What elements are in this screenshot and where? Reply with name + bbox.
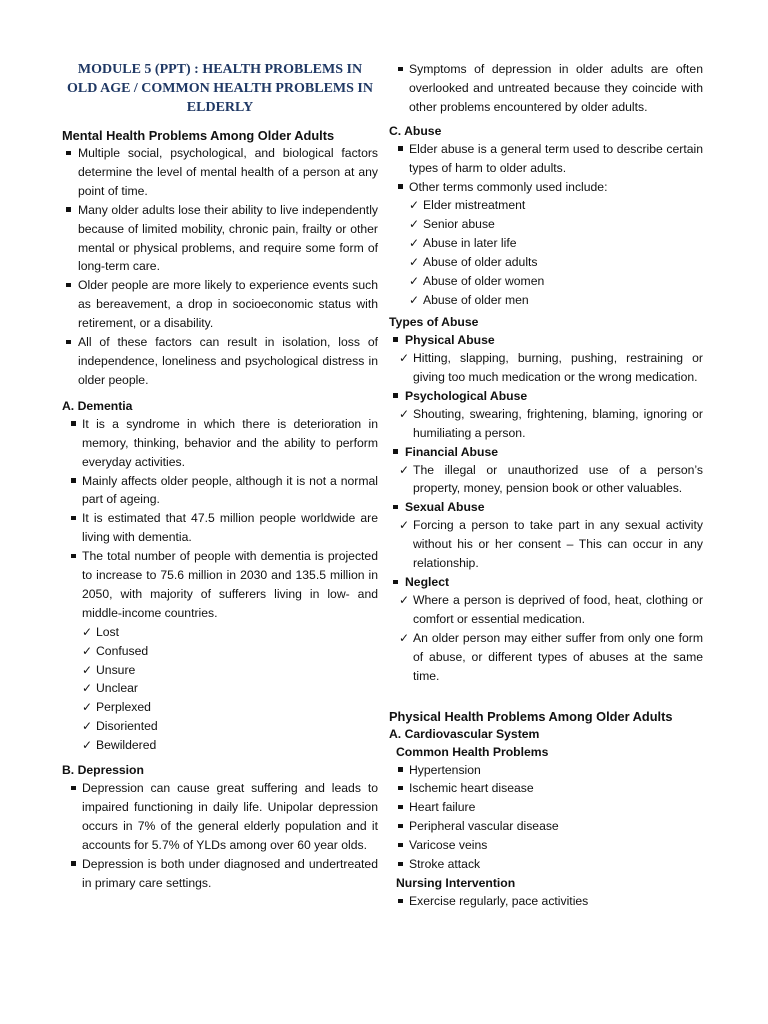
abuse-terms-checklist bbox=[409, 196, 703, 309]
list-item: Varicose veins bbox=[389, 836, 703, 855]
types-of-abuse-heading: Types of Abuse bbox=[389, 314, 479, 329]
check-item: ✓ Disoriented bbox=[82, 717, 378, 736]
right-column bbox=[389, 0, 703, 911]
depression-list-continued bbox=[389, 60, 703, 117]
depression-list bbox=[62, 779, 378, 892]
list-item: Depression is both under diagnosed and undertreated in primary care settings. bbox=[62, 855, 378, 893]
abuse-type-label: Physical Abuse bbox=[389, 331, 703, 349]
page-title: MODULE 5 (PPT) : HEALTH PROBLEMS IN OLD AGE / COMMON HEALTH PROBLEMS IN ELDERLY bbox=[67, 62, 373, 115]
nursing-intervention-list bbox=[389, 892, 703, 911]
common-problems-list bbox=[389, 761, 703, 874]
depression-heading: B. Depression bbox=[62, 763, 144, 778]
check-item: ✓ Abuse of older adults bbox=[409, 253, 703, 272]
abuse-type-checklist bbox=[399, 405, 703, 443]
list-item: Many older adults lose their ability to live independently because of limited mobility, chronic pain, frailty or other mental or physical problems, and require some form of long-term care. bbox=[62, 201, 378, 277]
check-item: ✓ Senior abuse bbox=[409, 215, 703, 234]
physical-health-heading: Physical Health Problems Among Older Adults bbox=[389, 708, 673, 724]
cardiovascular-heading: A. Cardiovascular System bbox=[389, 726, 540, 741]
abuse-type-physical bbox=[389, 331, 703, 349]
list-item: Ischemic heart disease bbox=[389, 779, 703, 798]
check-item: ✓ An older person may either suffer from only one form of abuse, or different types of abuses at the same time. bbox=[399, 629, 703, 686]
check-item: ✓ Abuse of older men bbox=[409, 291, 703, 310]
abuse-type-label: Neglect bbox=[389, 573, 703, 591]
list-item: Elder abuse is a general term used to describe certain types of harm to older adults. bbox=[389, 140, 703, 178]
common-problems-heading: Common Health Problems bbox=[396, 744, 549, 759]
check-item: ✓ Unclear bbox=[82, 679, 378, 698]
list-item: Peripheral vascular disease bbox=[389, 817, 703, 836]
check-item: ✓ Hitting, slapping, burning, pushing, restraining or giving too much medication or the wrong medication. bbox=[399, 349, 703, 387]
list-item: Stroke attack bbox=[389, 855, 703, 874]
check-item: ✓ Lost bbox=[82, 623, 378, 642]
list-item: Hypertension bbox=[389, 761, 703, 780]
abuse-type-checklist bbox=[399, 591, 703, 686]
list-item: Other terms commonly used include: bbox=[389, 178, 703, 197]
list-item: The total number of people with dementia is projected to increase to 75.6 million in 2030 and 135.5 million in 2050, with majority of sufferers living in low- and middle-income countries. bbox=[62, 547, 378, 623]
list-item: Mainly affects older people, although it is not a normal part of ageing. bbox=[62, 472, 378, 510]
abuse-type-label: Sexual Abuse bbox=[389, 498, 703, 516]
check-item: ✓ Perplexed bbox=[82, 698, 378, 717]
abuse-type-psychological bbox=[389, 387, 703, 405]
abuse-type-checklist bbox=[399, 516, 703, 573]
nursing-intervention-heading: Nursing Intervention bbox=[396, 876, 516, 890]
list-item: It is estimated that 47.5 million people worldwide are living with dementia. bbox=[62, 509, 378, 547]
check-item: ✓ Unsure bbox=[82, 661, 378, 680]
check-item: ✓ Shouting, swearing, frightening, blaming, ignoring or humiliating a person. bbox=[399, 405, 703, 443]
abuse-type-sexual bbox=[389, 498, 703, 516]
check-item: ✓ Bewildered bbox=[82, 736, 378, 755]
abuse-heading: C. Abuse bbox=[389, 123, 442, 138]
check-item: ✓ The illegal or unauthorized use of a person’s property, money, pension book or other valuables. bbox=[399, 461, 703, 499]
check-item: ✓ Where a person is deprived of food, heat, clothing or comfort or essential medication. bbox=[399, 591, 703, 629]
list-item: Depression can cause great suffering and leads to impaired functioning in daily life. Unipolar depression occurs in 7% of the general elderly population and it accounts for 5.7% of YLDs among over 60 year olds. bbox=[62, 779, 378, 855]
check-item: ✓ Elder mistreatment bbox=[409, 196, 703, 215]
dementia-list bbox=[62, 415, 378, 623]
left-column bbox=[62, 0, 378, 893]
check-item: ✓ Abuse of older women bbox=[409, 272, 703, 291]
abuse-type-neglect bbox=[389, 573, 703, 591]
list-item: Exercise regularly, pace activities bbox=[389, 892, 703, 911]
list-item: Multiple social, psychological, and biological factors determine the level of mental health of a person at any point of time. bbox=[62, 144, 378, 201]
list-item: All of these factors can result in isolation, loss of independence, loneliness and psychological distress in older people. bbox=[62, 333, 378, 390]
abuse-type-label: Financial Abuse bbox=[389, 443, 703, 461]
abuse-type-checklist bbox=[399, 349, 703, 387]
abuse-type-checklist bbox=[399, 461, 703, 499]
list-item: Symptoms of depression in older adults are often overlooked and untreated because they coincide with other problems encountered by older adults. bbox=[389, 60, 703, 117]
dementia-checklist bbox=[82, 623, 378, 755]
mental-health-heading: Mental Health Problems Among Older Adults bbox=[62, 128, 335, 143]
check-item: ✓ Confused bbox=[82, 642, 378, 661]
dementia-heading: A. Dementia bbox=[62, 398, 133, 413]
abuse-list bbox=[389, 140, 703, 197]
abuse-type-label: Psychological Abuse bbox=[389, 387, 703, 405]
list-item: Older people are more likely to experience events such as bereavement, a drop in socioeconomic status with retirement, or a disability. bbox=[62, 276, 378, 333]
check-item: ✓ Abuse in later life bbox=[409, 234, 703, 253]
abuse-type-financial bbox=[389, 443, 703, 461]
list-item: Heart failure bbox=[389, 798, 703, 817]
mental-health-list bbox=[62, 144, 378, 390]
list-item: It is a syndrome in which there is deterioration in memory, thinking, behavior and the ability to perform everyday activities. bbox=[62, 415, 378, 472]
check-item: ✓ Forcing a person to take part in any sexual activity without his or her consent – This can occur in any relationship. bbox=[399, 516, 703, 573]
